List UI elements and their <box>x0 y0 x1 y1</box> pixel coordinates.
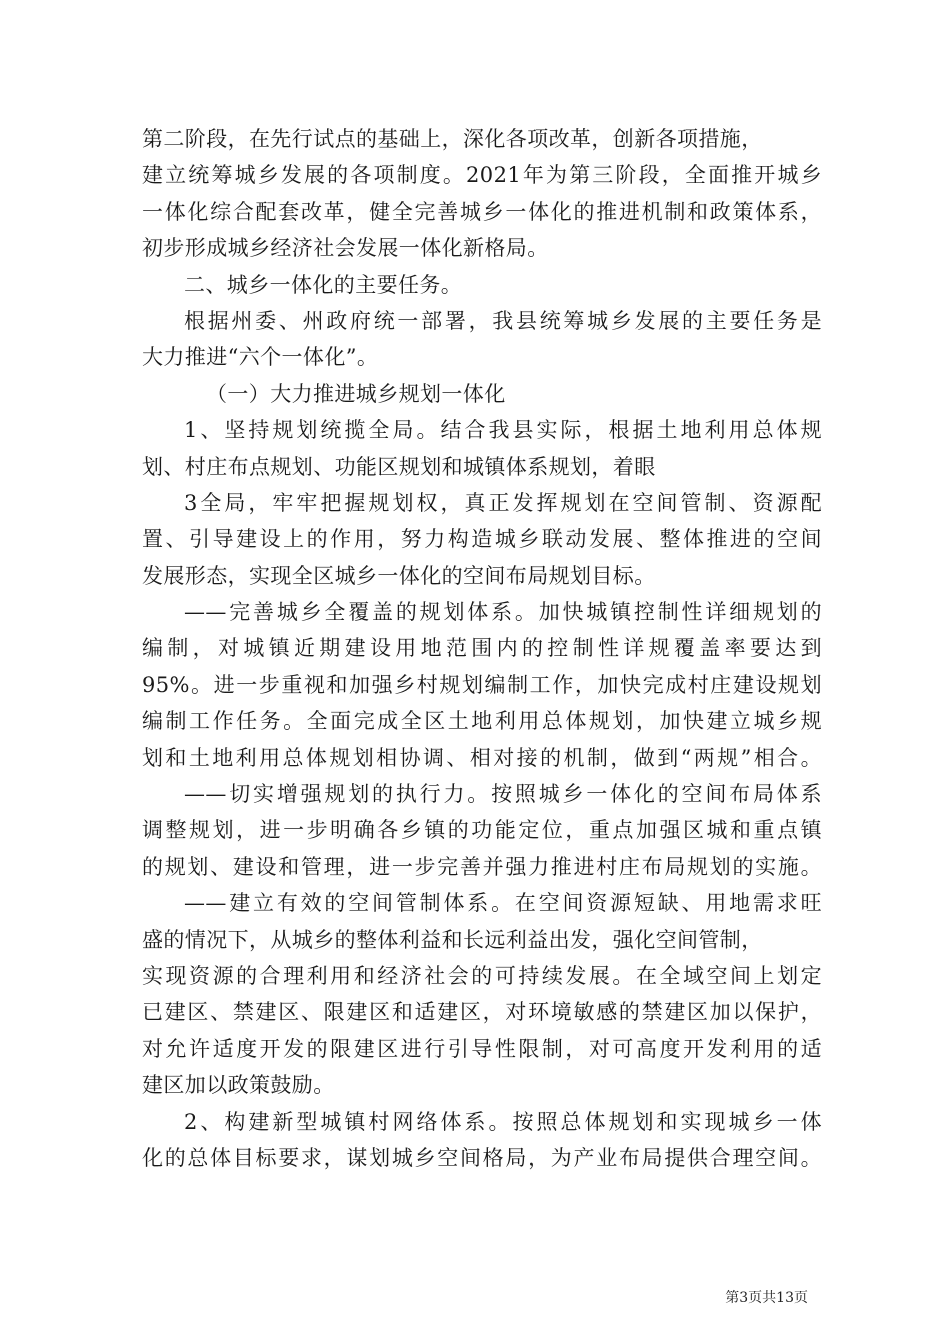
body-line: 1、坚持规划统揽全局。结合我县实际，根据土地利用总体规 <box>184 418 822 443</box>
body-line: 划和土地利用总体规划相协调、相对接的机制，做到“两规”相合。 <box>142 745 822 770</box>
body-line: 编制，对城镇近期建设用地范围内的控制性详规覆盖率要达到 <box>142 636 822 661</box>
body-line: 大力推进“六个一体化”。 <box>142 345 379 370</box>
body-line: ——建立有效的空间管制体系。在空间资源短缺、用地需求旺 <box>184 891 822 916</box>
body-line: 化的总体目标要求，谋划城乡空间格局，为产业布局提供合理空间。 <box>142 1145 822 1170</box>
body-line: 对允许适度开发的限建区进行引导性限制，对可高度开发利用的适 <box>142 1036 822 1061</box>
subsection-heading: （一）大力推进城乡规划一体化 <box>206 381 506 406</box>
body-line: 建立统筹城乡发展的各项制度。2021年为第三阶段，全面推开城乡 <box>142 163 822 188</box>
page-number-footer: 第3页共13页 <box>725 1290 808 1306</box>
body-line: 已建区、禁建区、限建区和适建区，对环境敏感的禁建区加以保护， <box>142 1000 822 1025</box>
body-line: 2、构建新型城镇村网络体系。按照总体规划和实现城乡一体 <box>184 1109 822 1134</box>
body-line: 一体化综合配套改革，健全完善城乡一体化的推进机制和政策体系， <box>142 199 822 224</box>
body-line: ——切实增强规划的执行力。按照城乡一体化的空间布局体系 <box>184 782 822 807</box>
body-line: 置、引导建设上的作用，努力构造城乡联动发展、整体推进的空间 <box>142 527 822 552</box>
section-heading: 二、城乡一体化的主要任务。 <box>184 272 463 297</box>
body-line: ——完善城乡全覆盖的规划体系。加快城镇控制性详细规划的 <box>184 600 822 625</box>
body-line: 编制工作任务。全面完成全区土地利用总体规划，加快建立城乡规 <box>142 709 822 734</box>
body-line: 根据州委、州政府统一部署，我县统筹城乡发展的主要任务是 <box>184 308 822 333</box>
body-line: 划、村庄布点规划、功能区规划和城镇体系规划，着眼 <box>142 454 656 479</box>
body-line: 发展形态，实现全区城乡一体化的空间布局规划目标。 <box>142 563 656 588</box>
body-line: 第二阶段，在先行试点的基础上，深化各项改革，创新各项措施， <box>142 127 763 151</box>
body-line: 初步形成城乡经济社会发展一体化新格局。 <box>142 236 549 261</box>
body-line: 的规划、建设和管理，进一步完善并强力推进村庄布局规划的实施。 <box>142 854 822 879</box>
body-line: 调整规划，进一步明确各乡镇的功能定位，重点加强区城和重点镇 <box>142 818 822 843</box>
body-line: 建区加以政策鼓励。 <box>142 1073 335 1098</box>
body-line: 3全局，牢牢把握规划权，真正发挥规划在空间管制、资源配 <box>184 490 822 515</box>
body-line: 95%。进一步重视和加强乡村规划编制工作，加快完成村庄建设规划 <box>142 672 822 697</box>
body-line: 盛的情况下，从城乡的整体利益和长远利益出发，强化空间管制， <box>142 927 763 952</box>
document-body <box>142 121 822 1176</box>
body-line: 实现资源的合理利用和经济社会的可持续发展。在全域空间上划定 <box>142 963 822 988</box>
